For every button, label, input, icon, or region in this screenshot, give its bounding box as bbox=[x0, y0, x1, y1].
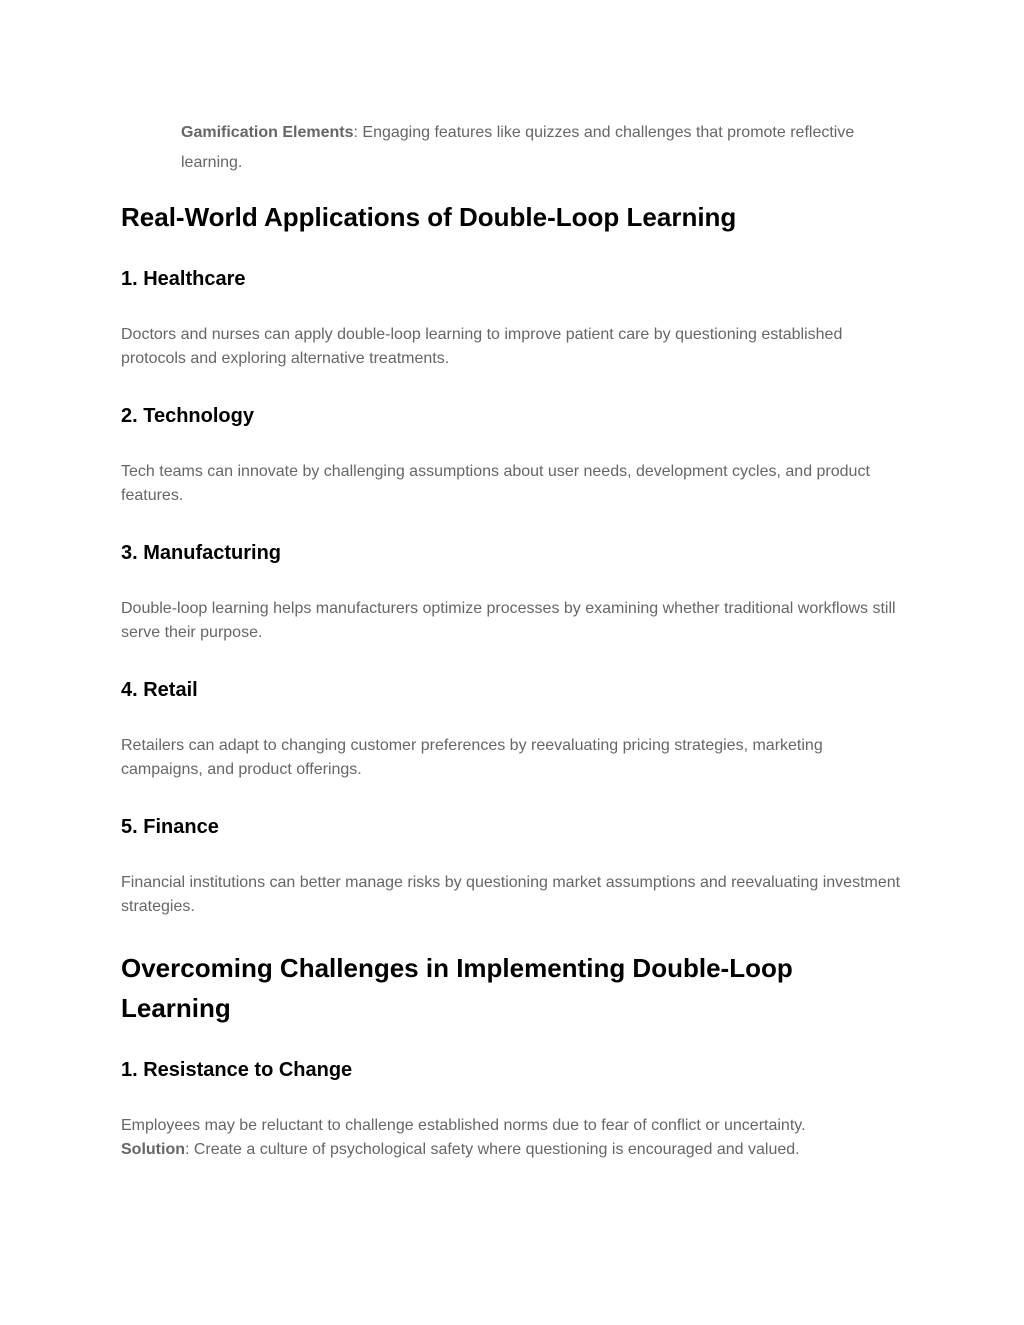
bullet-text: : Engaging features like quizzes and challenges that promote reflective learning. bbox=[181, 124, 855, 171]
retail-heading: 4. Retail bbox=[121, 679, 198, 701]
retail-text: Retailers can adapt to changing customer preferences by reevaluating pricing strategies, marketing campaigns, and product offerings. bbox=[121, 737, 823, 778]
manufacturing-heading: 3. Manufacturing bbox=[121, 542, 282, 564]
manufacturing-text: Double-loop learning helps manufacturers optimize processes by examining whether traditional workflows still serve their purpose. bbox=[121, 600, 896, 641]
healthcare-heading: 1. Healthcare bbox=[121, 268, 246, 290]
technology-heading: 2. Technology bbox=[121, 405, 254, 427]
gamification-bullet bbox=[181, 118, 881, 178]
finance-heading: 5. Finance bbox=[121, 816, 219, 838]
applications-heading: Real-World Applications of Double-Loop Learning bbox=[121, 202, 737, 232]
bullet-term: Gamification Elements bbox=[181, 124, 354, 141]
solution-text: : Create a culture of psychological safety where questioning is encouraged and valued. bbox=[184, 1140, 800, 1158]
technology-text: Tech teams can innovate by challenging assumptions about user needs, development cycles, and product features. bbox=[121, 463, 870, 504]
finance-text: Financial institutions can better manage risks by questioning market assumptions and reevaluating investment strategies. bbox=[121, 874, 901, 915]
resistance-text bbox=[121, 1114, 901, 1161]
challenges-heading: Overcoming Challenges in Implementing Double-Loop Learning bbox=[121, 953, 793, 1023]
resistance-problem: Employees may be reluctant to challenge established norms due to fear of conflict or uncertainty. bbox=[121, 1117, 806, 1134]
healthcare-text: Doctors and nurses can apply double-loop learning to improve patient care by questioning established protocols and exploring alternative treatments. bbox=[121, 326, 843, 367]
resistance-heading: 1. Resistance to Change bbox=[121, 1059, 353, 1081]
solution-term: Solution bbox=[121, 1140, 185, 1158]
